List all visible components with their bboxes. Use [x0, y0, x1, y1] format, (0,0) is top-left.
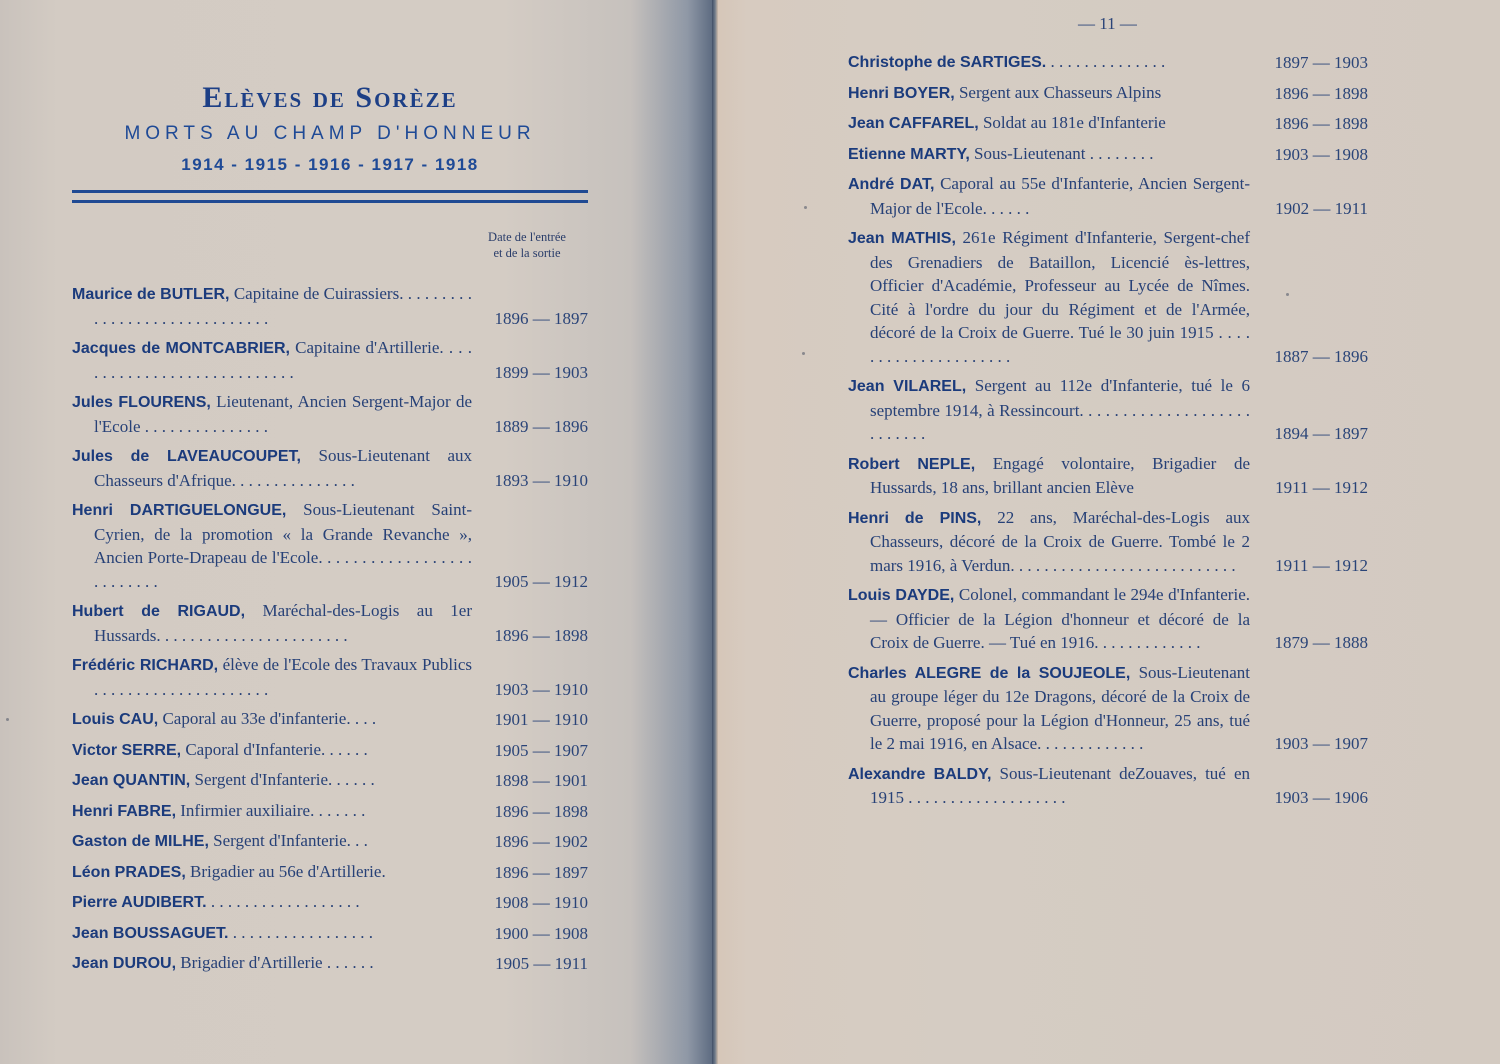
entry-dates: 1901 — 1910: [494, 710, 588, 729]
entry-description: Colonel, commandant le 294e d'Infanterie. — Officier de la Légion d'honneur et décoré de la Croix de Guerre. — Tué en 1916. . . . . . . . . . . . .: [870, 585, 1250, 652]
entry-name: André DAT,: [848, 176, 935, 193]
date-header-line1: Date de l'entrée: [488, 230, 566, 244]
double-rule-bottom: [72, 200, 588, 203]
entry-description: Engagé volontaire, Brigadier de Hussards, 18 ans, brillant ancien Elève: [870, 453, 1250, 497]
list-item: [72, 282, 592, 330]
entry-name: Jules FLOURENS,: [72, 394, 211, 411]
entry-description: 22 ans, Maréchal-des-Logis aux Chasseurs, décoré de la Croix de Guerre. Tombé le 2 mars 1916, à Verdun. . . . . . . . . . . . . . . . . . . . . . . . . . .: [870, 507, 1250, 575]
list-item: [72, 390, 592, 438]
entry-description: . . . . . . . . . . . . . .: [1046, 52, 1166, 71]
entry-name: Gaston de MILHE,: [72, 833, 209, 850]
entry-name: Henri BOYER,: [848, 84, 955, 102]
entry-name: Alexandre BALDY,: [848, 765, 992, 783]
list-item: [72, 921, 592, 946]
entry-description: . . . . . . . . . . . . . . . . . .: [206, 892, 360, 911]
entry-description: Capitaine de Cuirassiers. . . . . . . . . . . . . . . . . . . . . . . . . . . . . .: [94, 284, 472, 328]
entry-dates: 1911 — 1912: [1275, 478, 1368, 497]
entry-description: Sous-Lieutenant au groupe léger du 12e Dragons, décoré de la Croix de Guerre, proposé pour la Légion d'Honneur, 25 ans, tué le 2 mai 1916, en Alsace. . . . . . . . . . . . .: [870, 662, 1251, 753]
entry-description: Sous-Lieutenant Saint-Cyrien, de la promotion « la Grande Revanche », Ancien Porte-Drapeau de l'Ecole. . . . . . . . . . . . . . . . . . . . . . . . . .: [94, 500, 473, 591]
list-item: [72, 860, 592, 885]
entry-name: Hubert de RIGAUD,: [72, 603, 246, 620]
entry-dates: 1879 — 1888: [1274, 633, 1368, 652]
entry-name: Jacques de MONTCABRIER,: [72, 340, 290, 357]
entry-name: Pierre AUDIBERT.: [72, 894, 207, 911]
entry-dates: 1897 — 1903: [1274, 53, 1368, 72]
entry-name: Etienne MARTY,: [848, 145, 970, 163]
entry-description: . . . . . . . . . . . . . . . . .: [228, 922, 373, 942]
entry-name: Louis DAYDE,: [848, 587, 955, 604]
entry-description: Sergent d'Infanterie. . . . . .: [190, 770, 375, 789]
list-item: [848, 50, 1378, 75]
list-item: [848, 374, 1378, 446]
paper-speck: [1286, 293, 1289, 296]
entry-name: Henri FABRE,: [72, 802, 177, 820]
left-roll-of-honour: [72, 282, 592, 982]
paper-speck: [804, 206, 807, 209]
subtitle: MORTS AU CHAMP D'HONNEUR: [124, 123, 536, 144]
list-item: [848, 506, 1378, 578]
entry-dates: 1887 — 1896: [1274, 346, 1368, 366]
entry-dates: 1889 — 1896: [494, 416, 588, 436]
page-number: — 11 —: [1078, 14, 1137, 33]
list-item: [848, 226, 1378, 368]
list-item: [72, 890, 592, 915]
entry-description: Maréchal-des-Logis au 1er Hussards. . . . . . . . . . . . . . . . . . . . . . .: [94, 601, 472, 645]
entry-name: Robert NEPLE,: [848, 455, 976, 473]
entry-name: Jean VILAREL,: [848, 378, 967, 395]
list-item: [848, 81, 1378, 106]
entry-dates: 1905 — 1911: [495, 954, 588, 973]
entry-dates: 1905 — 1907: [494, 740, 588, 760]
entry-name: Louis CAU,: [72, 711, 159, 728]
list-item: [848, 111, 1378, 136]
entry-description: Sous-Lieutenant . . . . . . . .: [969, 143, 1154, 163]
list-item: [848, 583, 1378, 655]
entry-dates: 1898 — 1901: [494, 771, 588, 790]
entry-dates: 1902 — 1911: [1275, 198, 1368, 218]
entry-dates: 1896 — 1898: [1274, 114, 1368, 133]
entry-name: Frédéric RICHARD,: [72, 657, 219, 674]
list-item: [72, 498, 592, 593]
entry-dates: 1896 — 1898: [494, 625, 588, 645]
book-spine: [712, 0, 718, 1064]
list-item: [72, 599, 592, 647]
entry-name: Jules de LAVEAUCOUPET,: [72, 448, 301, 465]
entry-description: Capitaine d'Artillerie. . . . . . . . . . . . . . . . . . . . . . . . . . . .: [94, 338, 472, 382]
entry-dates: 1905 — 1912: [494, 571, 588, 591]
right-roll-of-honour: [848, 50, 1378, 816]
entry-dates: 1894 — 1897: [1274, 424, 1368, 443]
entry-description: Caporal d'Infanterie. . . . . .: [181, 739, 368, 759]
entry-dates: 1908 — 1910: [494, 893, 588, 912]
entry-description: Caporal au 55e d'Infanterie, Ancien Sergent-Major de l'Ecole. . . . . .: [870, 174, 1250, 218]
paper-speck: [802, 352, 805, 355]
entry-dates: 1896 — 1897: [494, 862, 588, 882]
entry-name: Henri DARTIGUELONGUE,: [72, 502, 287, 519]
paper-speck: [6, 718, 9, 721]
list-item: [848, 142, 1378, 167]
entry-name: Jean BOUSSAGUET.: [72, 924, 229, 942]
list-item: [848, 452, 1378, 500]
entry-dates: 1896 — 1897: [494, 308, 588, 328]
double-rule-top: [72, 190, 588, 193]
entry-name: Henri de PINS,: [848, 509, 982, 527]
entry-description: Infirmier auxiliaire. . . . . . .: [176, 800, 366, 820]
list-item: [72, 799, 592, 824]
entry-description: Sous-Lieutenant aux Chasseurs d'Afrique. . . . . . . . . . . . . . .: [94, 446, 472, 490]
title-block: [72, 78, 588, 176]
list-item: [848, 172, 1378, 220]
entry-dates: 1900 — 1908: [494, 923, 588, 943]
list-item: [848, 762, 1378, 810]
date-header-line2: et de la sortie: [493, 246, 561, 260]
list-item: [72, 768, 592, 793]
entry-dates: 1899 — 1903: [494, 362, 588, 382]
page-title: Elèves de Sorèze: [202, 81, 458, 114]
entry-description: Caporal au 33e d'infanterie. . . .: [158, 709, 377, 728]
entry-name: Jean CAFFAREL,: [848, 115, 979, 132]
entry-name: Jean QUANTIN,: [72, 772, 191, 789]
entry-dates: 1896 — 1902: [494, 832, 588, 851]
entry-dates: 1903 — 1906: [1274, 788, 1368, 807]
entry-dates: 1903 — 1910: [494, 679, 588, 699]
list-item: [72, 738, 592, 763]
entry-name: Jean DUROU,: [72, 955, 177, 972]
entry-dates: 1896 — 1898: [494, 801, 588, 821]
entry-description: 261e Régiment d'Infanterie, Sergent-chef des Grenadiers de Bataillon, Licencié ès-lettres, Officier d'Académie, Professeur au Lycée de Nîmes. Cité à l'ordre du jour du Régiment et de l'Armée, décoré de la Croix de Guerre. Tué le 30 juin 1915 . . . . . . . . . . . . . . . . . . . . .: [870, 228, 1250, 366]
entry-description: Brigadier d'Artillerie . . . . . .: [176, 953, 374, 972]
list-item: [848, 661, 1378, 756]
entry-name: Christophe de SARTIGES.: [848, 54, 1047, 71]
entry-description: Sous-Lieutenant deZouaves, tué en 1915 . . . . . . . . . . . . . . . . . . .: [870, 763, 1250, 807]
left-page: [0, 0, 716, 1064]
entry-description: Lieutenant, Ancien Sergent-Major de l'Ecole . . . . . . . . . . . . . . .: [94, 392, 473, 436]
entry-description: Sergent au 112e d'Infanterie, tué le 6 septembre 1914, à Ressincourt. . . . . . . . . . . . . . . . . . . . . . . . . . .: [870, 376, 1250, 443]
entry-dates: 1893 — 1910: [494, 470, 588, 490]
list-item: [72, 653, 592, 701]
years-line: 1914 - 1915 - 1916 - 1917 - 1918: [181, 155, 479, 174]
entry-description: Sergent d'Infanterie. . .: [208, 831, 368, 850]
list-item: [72, 444, 592, 492]
entry-description: élève de l'Ecole des Travaux Publics . . . . . . . . . . . . . . . . . . . . .: [94, 655, 473, 699]
entry-name: Jean MATHIS,: [848, 230, 956, 247]
list-item: [72, 829, 592, 854]
entry-name: Charles ALEGRE de la SOUJEOLE,: [848, 664, 1131, 682]
entry-description: Soldat au 181e d'Infanterie: [978, 113, 1166, 132]
list-item: [72, 336, 592, 384]
entry-name: Maurice de BUTLER,: [72, 286, 230, 303]
entry-name: Victor SERRE,: [72, 741, 182, 759]
list-item: [72, 707, 592, 732]
entry-dates: 1903 — 1908: [1274, 144, 1368, 164]
entry-description: Sergent aux Chasseurs Alpins: [954, 82, 1162, 102]
entry-description: Brigadier au 56e d'Artillerie.: [185, 861, 386, 881]
entry-dates: 1903 — 1907: [1274, 734, 1368, 753]
date-column-header: [468, 229, 586, 261]
list-item: [72, 951, 592, 976]
entry-dates: 1911 — 1912: [1275, 555, 1368, 575]
entry-dates: 1896 — 1898: [1274, 83, 1368, 103]
entry-name: Léon PRADES,: [72, 863, 186, 881]
